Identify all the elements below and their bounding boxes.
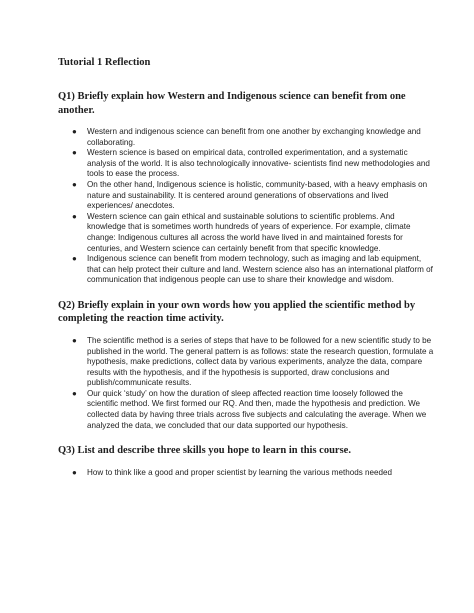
list-item: ● The scientific method is a series of steps that have to be followed for a new scientific study to be published in the world. The general pattern is as follows: state the research question, formulate a hypothesis, make predictions, collect data by various experiments, analyze the data, compare results with the hypothesis, and if the hypothesis is supported, draw conclusions and publish/communicate results. <box>72 335 434 388</box>
bullet-icon: ● <box>72 254 77 264</box>
answer-list-2 <box>58 336 434 431</box>
bullet-icon: ● <box>72 388 77 398</box>
answer-list-1 <box>58 127 434 286</box>
answer-list-3 <box>58 468 434 479</box>
list-item: ● How to think like a good and proper scientist by learning the various methods needed <box>72 467 393 477</box>
list-item: ● Our quick ‘study’ on how the duration of sleep affected reaction time loosely followed the scientific method. We first formed our RQ. And then, made the hypothesis and prediction. We collected data by having three trials across five subjects and calculating the average. When we analyzed the data, we concluded that our data supported our hypothesis. <box>72 388 427 430</box>
list-item: ● Western science can gain ethical and sustainable solutions to scientific problems. And knowledge that is sometimes worth hundreds of years of experience. For example, climate change: Indigenous cultures all across the world have lived in and maintained forests for centuries, and Western science can certainly benefit from that specific knowledge. <box>72 211 411 253</box>
bullet-icon: ● <box>72 467 77 477</box>
document-title: Tutorial 1 Reflection <box>58 57 151 68</box>
list-item: ● Western science is based on empirical data, controlled experimentation, and a systematic analysis of the world. It is also technologically innovative- scientists find new methodologies and tools to ease the process. <box>72 148 430 179</box>
section-q2 <box>58 299 434 431</box>
question-1: Q1) Briefly explain how Western and Indigenous science can benefit from one another. <box>58 91 406 116</box>
bullet-icon: ● <box>72 127 77 136</box>
question-2: Q2) Briefly explain in your own words how you applied the scientific method by completing the reaction time activity. <box>58 299 416 325</box>
bullet-icon: ● <box>72 211 77 221</box>
bullet-icon: ● <box>72 335 77 345</box>
list-item: ● Indigenous science can benefit from modern technology, such as imaging and lab equipment, that can help protect their culture and land. Western science also has an international platform of communication that indigenous people can use to share their knowledge and wisdom. <box>72 254 433 285</box>
bullet-icon: ● <box>72 148 77 158</box>
section-q3 <box>58 444 434 478</box>
bullet-icon: ● <box>72 179 77 189</box>
list-item: ● On the other hand, Indigenous science is holistic, community-based, with a heavy emphasis on nature and sustainability. It is centered around generations of observations and lived experiences/ anecdotes. <box>72 179 428 211</box>
section-q1 <box>58 90 434 286</box>
question-3: Q3) List and describe three skills you hope to learn in this course. <box>58 445 351 457</box>
list-item: ● Western and indigenous science can benefit from one another by exchanging knowledge and collaborating. <box>72 127 421 147</box>
